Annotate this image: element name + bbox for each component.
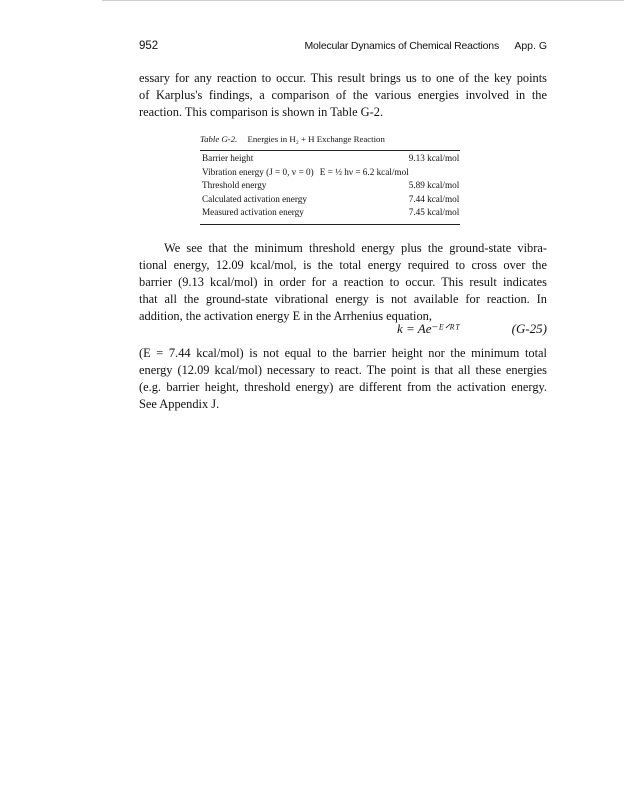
running-title: Molecular Dynamics of Chemical Reactions (304, 40, 499, 52)
equation-expression: k = Ae⁻ᴱᐟᴿᵀ (397, 321, 460, 336)
text-line: (E = 7.44 kcal/mol) is not equal to the barrier height nor the minimum total (139, 346, 547, 360)
row-value (409, 167, 460, 181)
table-row (202, 180, 459, 194)
row-label: Barrier height (202, 153, 254, 163)
page-number: 952 (139, 40, 159, 52)
row-value: 5.89 kcal/mol (408, 180, 460, 191)
text-line: that all the ground-state vibrational energy is not available for reaction. In (139, 292, 547, 306)
closing-paragraph (139, 345, 547, 413)
row-value: 7.44 kcal/mol (408, 193, 460, 204)
arrhenius-equation (139, 321, 547, 339)
appendix-label: App. G (514, 40, 547, 52)
row-formula (314, 180, 409, 194)
row-value: 9.13 kcal/mol (408, 153, 460, 163)
running-header (139, 40, 547, 56)
energy-table (202, 153, 459, 221)
row-label: Threshold energy (202, 180, 267, 191)
table-title: Energies in H₂ + H Exchange Reaction (247, 134, 385, 144)
page-top-rule (102, 0, 624, 1)
table-row (202, 167, 459, 181)
text-line: We see that the minimum threshold energy plus the ground-state vibra- (164, 241, 547, 255)
table-row (202, 194, 459, 208)
row-label: Measured activation energy (202, 207, 304, 218)
row-formula: E = ½ hν = 6.2 kcal/mol (319, 166, 409, 177)
text-line: energy (12.09 kcal/mol) necessary to react. The point is that all these energies (139, 363, 547, 377)
text-line: tional energy, 12.09 kcal/mol, is the total energy required to cross over the (139, 258, 547, 272)
table-bottom-rule (200, 224, 460, 225)
table-number: Table G-2. (200, 134, 238, 144)
row-label: Vibration energy (J = 0, v = 0) (202, 166, 314, 177)
row-formula (314, 153, 409, 167)
body-paragraph (139, 240, 547, 325)
table-row (202, 207, 459, 221)
table-caption (200, 134, 540, 144)
text-line: (e.g. barrier height, threshold energy) are different from the activation energy. (139, 380, 547, 394)
table-top-rule (200, 150, 460, 151)
row-value: 7.45 kcal/mol (408, 207, 460, 218)
text-line: essary for any reaction to occur. This result brings us to one of the key points (139, 71, 547, 85)
text-line: barrier (9.13 kcal/mol) in order for a reaction to occur. This result indicates (139, 275, 547, 289)
row-formula (314, 207, 409, 221)
intro-paragraph (139, 70, 547, 121)
text-line: addition, the activation energy E in the Arrhenius equation, (139, 309, 432, 323)
row-formula (314, 194, 409, 208)
text-line: See Appendix J. (139, 397, 220, 411)
text-line: reaction. This comparison is shown in Table G-2. (139, 105, 384, 119)
table-row (202, 153, 459, 167)
text-line: of Karplus's findings, a comparison of the various energies involved in the (139, 88, 547, 102)
equation-number: (G-25) (511, 321, 547, 336)
row-label: Calculated activation energy (202, 193, 307, 204)
